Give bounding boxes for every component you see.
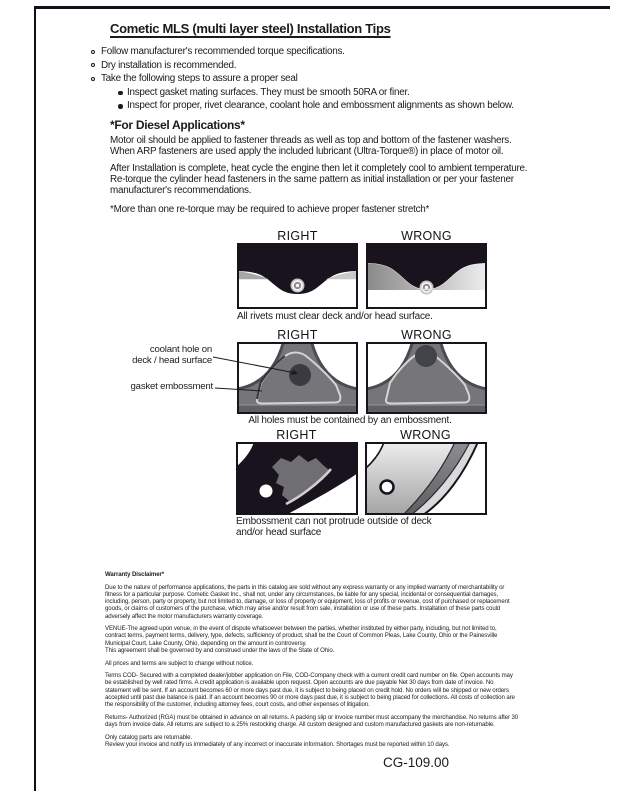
legal-prices: All prices and terms are subject to change without notice. <box>105 659 254 667</box>
page-code: CG-109.00 <box>383 755 450 770</box>
row3-right-label: RIGHT <box>276 428 317 442</box>
open-bullet-icon <box>91 77 95 81</box>
tip-text: Inspect gasket mating surfaces. They must be smooth 50RA or finer. <box>127 86 410 98</box>
legal-warranty: Due to the nature of performance applications, the parts in this catalog are sold without any express warranty or any implied warranty of merchantability or fitness for a particular purpose. Cometic Gasket Inc., shall not, under any circumstances, be liable for any special, incidental or consequential damages, including, person, party or property, but not limited to, damage, or loss of property or equipment, loss of profits or revenue, cost of purchased or replacement goods, or claims of customers of the purchase, which may arise and/or result from sale, installation or use of these parts. Installation of these parts could adversely affect the motor manufacturers warranty coverage. <box>105 583 510 620</box>
row2-caption: All holes must be contained by an embossment. <box>248 415 452 426</box>
gasket-embossment-label: gasket embossment <box>130 381 213 392</box>
row3-caption: Embossment can not protrude outside of deck and/or head surface <box>236 516 432 538</box>
row1-caption: All rivets must clear deck and/or head surface. <box>237 311 433 322</box>
tip-text: Inspect for proper, rivet clearance, coolant hole and embossment alignments as shown below. <box>127 100 514 112</box>
tip-text: Follow manufacturer's recommended torque specifications. <box>101 46 345 57</box>
row3-wrong-label: WRONG <box>400 428 451 442</box>
row2-right-label: RIGHT <box>277 328 318 342</box>
diagram-row3-wrong <box>365 442 487 515</box>
open-bullet-icon <box>91 50 95 54</box>
filled-bullet-icon <box>118 91 123 96</box>
tip-item <box>91 45 571 59</box>
diagram-row2-wrong <box>366 342 487 414</box>
tip-sub-item <box>91 86 571 100</box>
tips-list <box>91 45 571 113</box>
legal-catalog: Only catalog parts are returnable. <box>105 733 193 741</box>
diesel-paragraph-2: After Installation is complete, heat cycle the engine then let it completely cool to ambient temperature. Re-torque the cylinder head fasteners in the same pattern as initial installation or per your fastener manufacturer's recommendations. <box>110 163 528 196</box>
diesel-paragraph-3: *More than one re-torque may be required to achieve proper fastener stretch* <box>110 204 430 215</box>
diagram-row1-right <box>237 243 358 309</box>
legal-terms: Terms COD- Secured with a completed dealer/jobber application on File, COD-Company check with a current credit card number on file. Open accounts may be established by well rated firms. A credit application is available upon request. Open accounts are due payable Net 30 days from date of invoice. No statement will be sent. If an account becomes 60 or more days past due, it is subject to being placed on credit hold. No orders will be shipped or new orders accepted until past due balance is paid. If an account becomes 90 or more days past due, it is subject to being placed for collections. All costs of collection are the responsibility of the customer, including attorney fees, court costs, and other expenses of litigation. <box>105 672 515 709</box>
row2-wrong-label: WRONG <box>401 328 452 342</box>
page-title: Cometic MLS (multi layer steel) Installation Tips <box>110 21 391 36</box>
tip-item <box>91 59 571 73</box>
leader-lines <box>205 344 305 396</box>
page-top-border <box>34 6 610 9</box>
diesel-heading: *For Diesel Applications* <box>110 118 245 132</box>
legal-review: Review your invoice and notify us immediately of any incorrect or inaccurate information. Shortages must be reported within 10 days. <box>105 740 450 748</box>
diesel-paragraph-1: Motor oil should be applied to fastener threads as well as top and bottom of the fastener washers. When ARP fasteners are used apply the included lubricant (Ultra-Torque®) in place of motor oil. <box>110 135 512 157</box>
tip-item <box>91 72 571 86</box>
coolant-hole-label: coolant hole on deck / head surface <box>132 344 212 366</box>
row1-right-label: RIGHT <box>277 229 318 243</box>
tip-text: Take the following steps to assure a proper seal <box>101 73 298 85</box>
legal-governed: This agreement shall be governed by and construed under the laws of the State of Ohio. <box>105 646 335 654</box>
tip-text: Dry installation is recommended. <box>101 59 237 71</box>
legal-catalog-group <box>105 734 519 748</box>
legal-returns: Returns- Authorized (RGA) must be obtained in advance on all returns. A packing slip or invoice number must accompany the merchandise. No returns after 30 days from invoice date. All returns are subject to a 25% restocking charge. All custom designed and custom manufactured gaskets are non-returnable. <box>105 713 519 728</box>
legal-section <box>105 571 519 754</box>
tip-sub-item <box>91 99 571 113</box>
diagram-row1-wrong <box>366 243 487 309</box>
filled-bullet-icon <box>118 104 123 109</box>
legal-heading: Warranty Disclaimer* <box>105 571 165 578</box>
legal-venue-group <box>105 625 519 654</box>
row1-wrong-label: WRONG <box>401 229 452 243</box>
page-left-border <box>34 6 36 791</box>
diagram-row3-right <box>236 442 358 515</box>
legal-venue: VENUE-The agreed upon venue, in the event of dispute whatsoever between the parties, whether instituted by either party, including, but not limited to, contract terms, payment terms, delivery, type, defects, sufficiency of product, shall be the Court of Common Pleas, Lake County, Ohio or the Painesville Municipal Court, Lake County, Ohio, depending on the amount in controversy. <box>105 625 498 647</box>
open-bullet-icon <box>91 63 95 67</box>
